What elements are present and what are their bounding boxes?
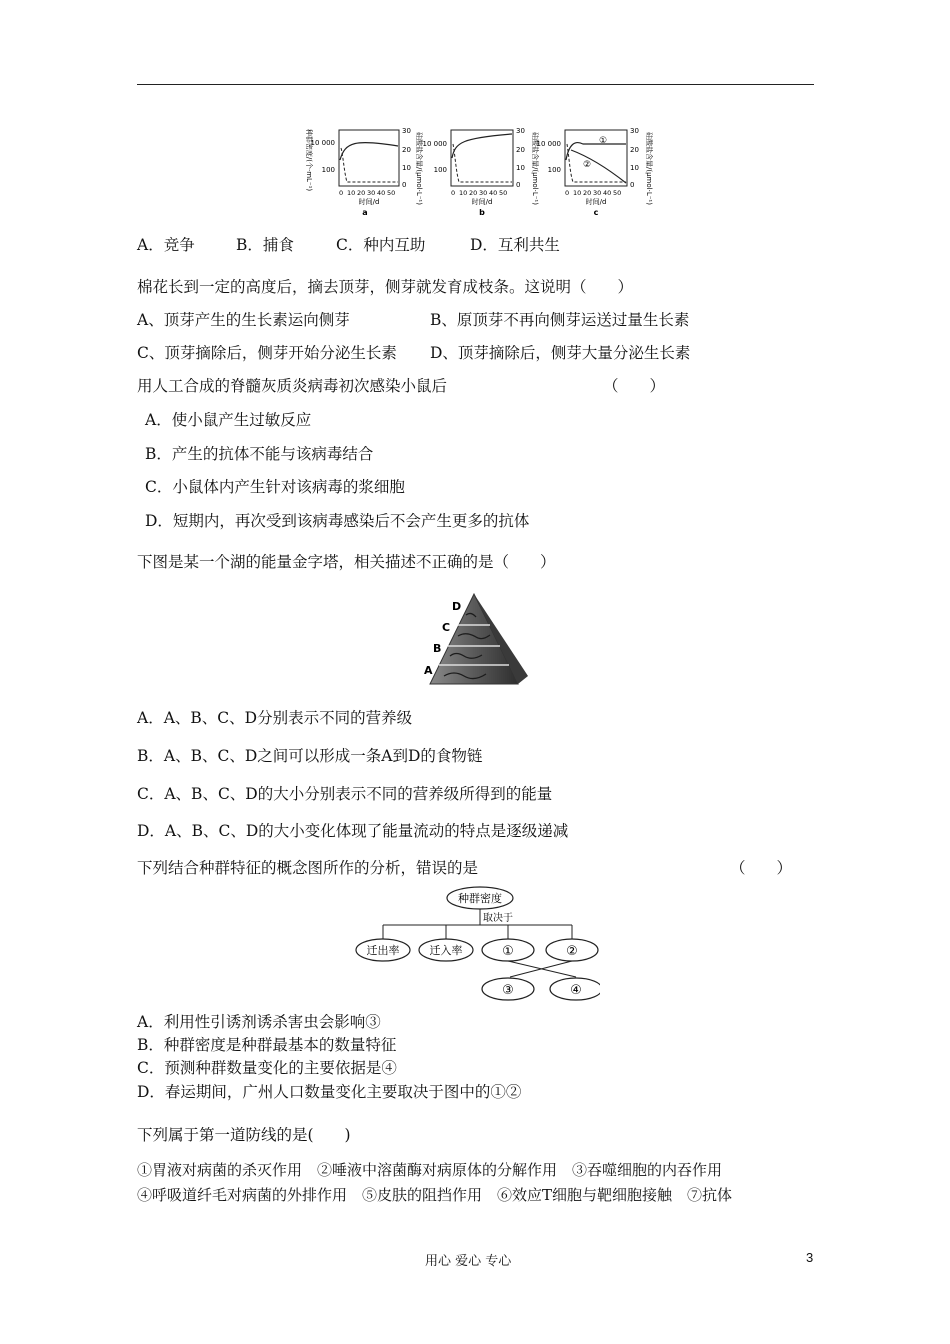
graph-b-panel-label: b [479, 208, 485, 217]
edge-label-depends-on: 取决于 [483, 913, 513, 924]
graph-b-rtick: 30 [516, 127, 525, 135]
q4-option-a: A．利用性引诱剂诱杀害虫会影响③ [137, 1013, 381, 1031]
graph-c-curve-2-label: ② [583, 160, 592, 170]
q2-option-b: B．产生的抗体不能与该病毒结合 [145, 445, 374, 463]
q4-answer-blank: （ ） [730, 859, 793, 877]
q5-items-line-1: ①胃液对病菌的杀灭作用 ②唾液中溶菌酶对病原体的分解作用 ③吞噬细胞的内吞作用 [137, 1161, 723, 1179]
q2-answer-blank: （ ） [603, 377, 666, 395]
graph-panel-b [423, 127, 541, 217]
graph-a-rtick: 10 [402, 164, 411, 172]
q5-items-line-2: ④呼吸道纤毛对病菌的外排作用 ⑤皮肤的阻挡作用 ⑥效应T细胞与靶细胞接触 ⑦抗体 [137, 1186, 733, 1204]
graph-b-xtick: 50 [499, 189, 508, 197]
q1-option-b: B、原顶芽不再向侧芽运送过量生长素 [430, 311, 690, 329]
q2-option-c: C．小鼠体内产生针对该病毒的浆细胞 [145, 478, 405, 496]
q3-option-b: B．A、B、C、D之间可以形成一条A到D的食物链 [137, 747, 483, 765]
q3-option-c: C．A、B、C、D的大小分别表示不同的营养级所得到的能量 [137, 785, 553, 803]
node-population-density: 种群密度 [458, 892, 502, 905]
graph-c-tick: 100 [547, 166, 561, 174]
graph-c-xtick: 10 [573, 189, 582, 197]
graph-c-xtick: 0 [565, 189, 570, 197]
graph-c-xtick: 30 [593, 189, 602, 197]
node-2: ② [566, 944, 578, 959]
header-rule [137, 84, 814, 85]
prev-option-b: B．捕食 [236, 236, 294, 254]
graph-a-xtick: 0 [339, 189, 344, 197]
graph-c-xtick: 40 [603, 189, 612, 197]
graph-a-tick: 10 000 [310, 139, 335, 147]
population-graphs [295, 120, 665, 220]
prev-option-c: C．种内互助 [336, 236, 426, 254]
pyramid-label-d: D [452, 600, 462, 613]
graph-a-panel-label: a [362, 208, 368, 217]
prev-option-a: A．竞争 [137, 236, 195, 254]
q2-stem: 用人工合成的脊髓灰质炎病毒初次感染小鼠后 [137, 377, 448, 395]
q1-option-d: D、顶芽摘除后，侧芽大量分泌生长素 [430, 344, 691, 362]
graph-c-rtick: 20 [630, 146, 639, 154]
q1-option-a: A、顶芽产生的生长素运向侧芽 [137, 311, 350, 329]
q2-option-d: D．短期内，再次受到该病毒感染后不会产生更多的抗体 [145, 512, 530, 530]
graph-b-xlabel: 时间/d [471, 198, 493, 206]
graph-a-right-label: 硅酸盐含量/(μmol·L⁻¹) [415, 132, 423, 205]
graph-b-tick: 10 000 [422, 140, 447, 148]
graph-a-tick: 100 [321, 166, 335, 174]
q3-option-d: D．A、B、C、D的大小变化体现了能量流动的特点是逐级递减 [137, 822, 569, 840]
graph-b-xtick: 40 [489, 189, 498, 197]
page-number: 3 [806, 1250, 814, 1265]
graph-a-xtick: 40 [377, 189, 386, 197]
energy-pyramid [418, 590, 528, 690]
graph-b-rtick: 20 [516, 146, 525, 154]
node-1: ① [502, 944, 514, 959]
graph-panel-a [305, 127, 424, 217]
graph-panel-c [537, 127, 655, 217]
graph-b-xtick: 0 [451, 189, 456, 197]
graph-a-xtick: 50 [387, 189, 396, 197]
graph-a-left-label: 种群密度/(个·mL⁻¹) [305, 128, 313, 192]
graph-c-xtick: 20 [583, 189, 592, 197]
graph-c-panel-label: c [593, 208, 599, 217]
graph-a-xlabel: 时间/d [358, 198, 380, 206]
q1-stem: 棉花长到一定的高度后，摘去顶芽，侧芽就发育成枝条。这说明（ ） [137, 278, 634, 296]
q2-option-a: A．使小鼠产生过敏反应 [145, 411, 312, 429]
graph-c-rtick: 30 [630, 127, 639, 135]
graph-b-tick: 100 [433, 166, 447, 174]
graph-a-rtick: 30 [402, 127, 411, 135]
graph-c-xtick: 50 [613, 189, 622, 197]
q4-stem: 下列结合种群特征的概念图所作的分析，错误的是 [137, 859, 479, 877]
pyramid-label-a: A [424, 664, 433, 677]
pyramid-label-c: C [442, 621, 451, 634]
graph-c-rtick: 0 [630, 181, 635, 189]
graph-c-xlabel: 时间/d [585, 198, 607, 206]
graph-b-right-label: 硅酸盐含量/(μmol·L⁻¹) [531, 132, 539, 205]
q4-option-c: C．预测种群数量变化的主要依据是④ [137, 1059, 397, 1077]
q1-option-c: C、顶芽摘除后，侧芽开始分泌生长素 [137, 344, 397, 362]
graph-b-xtick: 10 [459, 189, 468, 197]
graph-b-xtick: 30 [479, 189, 488, 197]
graph-b-rtick: 10 [516, 164, 525, 172]
q5-stem: 下列属于第一道防线的是( ) [137, 1126, 351, 1144]
q3-stem: 下图是某一个湖的能量金字塔，相关描述不正确的是（ ） [137, 553, 556, 571]
node-immigration-rate: 迁入率 [429, 944, 463, 957]
graph-a-rtick: 0 [402, 181, 407, 189]
prev-option-d: D．互利共生 [470, 236, 560, 254]
population-concept-diagram [350, 884, 600, 1004]
node-emigration-rate: 迁出率 [366, 944, 400, 957]
graph-a-xtick: 30 [367, 189, 376, 197]
footer-motto: 用心 爱心 专心 [425, 1254, 512, 1269]
pyramid-label-b: B [433, 642, 442, 655]
q3-option-a: A．A、B、C、D分别表示不同的营养级 [137, 709, 413, 727]
graph-b-xtick: 20 [469, 189, 478, 197]
q4-option-d: D．春运期间，广州人口数量变化主要取决于图中的①② [137, 1083, 522, 1101]
graph-c-rtick: 10 [630, 164, 639, 172]
graph-c-tick: 10 000 [536, 140, 561, 148]
graph-a-xtick: 10 [347, 189, 356, 197]
graph-b-rtick: 0 [516, 181, 521, 189]
q4-option-b: B．种群密度是种群最基本的数量特征 [137, 1036, 397, 1054]
graph-c-right-label: 硅酸盐含量/(μmol·L⁻¹) [645, 132, 653, 205]
node-3: ③ [502, 983, 514, 998]
node-4: ④ [570, 983, 582, 998]
graph-a-xtick: 20 [357, 189, 366, 197]
graph-a-rtick: 20 [402, 146, 411, 154]
graph-c-curve-1-label: ① [599, 136, 608, 146]
